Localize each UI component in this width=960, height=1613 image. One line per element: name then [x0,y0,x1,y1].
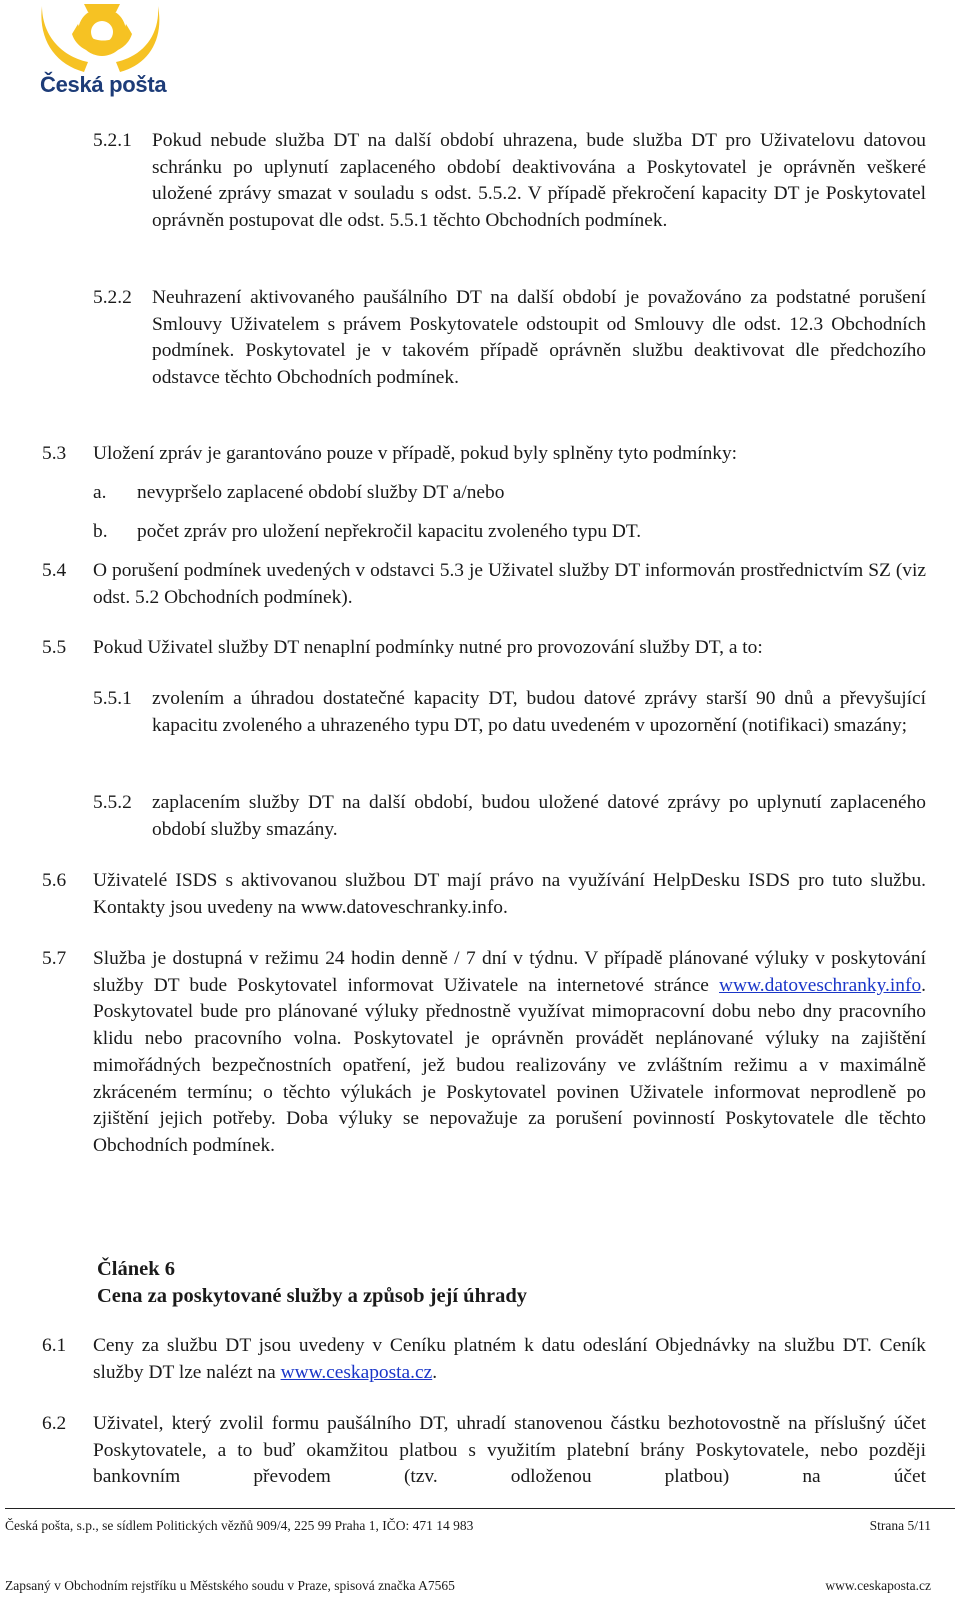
section-number: 6.1 [42,1335,67,1356]
ceskaposta-link[interactable]: www.ceskaposta.cz [280,1361,433,1383]
article-title: Článek 6 [97,1258,176,1280]
logo-wordmark: Česká pošta [40,72,167,97]
article-subtitle: Cena za poskytované služby a způsob její úhrady [97,1285,527,1307]
list-marker: a. [93,482,107,503]
section-number: 5.5.2 [93,792,132,813]
post-horn-icon [40,4,165,74]
text-run: . [432,1361,438,1383]
paragraph-5-3: Uložení zpráv je garantováno pouze v případě, pokud byly splněny tyto podmínky: [93,443,738,464]
paragraph-5-5-2: zaplacením služby DT na další období, budou uložené datové zprávy po uplynutí zaplaceného období služby smazány. [152,792,926,840]
section-number: 5.2.1 [93,130,132,151]
section-number: 5.2.2 [93,287,132,308]
paragraph-6-1 [93,1333,926,1386]
footer-page-number: Strana 5/11 [869,1518,931,1533]
paragraph-5-5: Pokud Uživatel služby DT nenaplní podmínky nutné pro provozování služby DT, a to: [93,637,763,658]
text-run: . Poskytovatel bude pro plánované výluky přednostně využívat mimopracovní dobu nebo dny pracovního klidu nebo pracovního volna. Poskytovatel je oprávněn provádět neplánované výluky na zajištění mimořádných bezpečnostních opatření, jež budou realizovány ve zvláštním režimu a v maximálně zkráceném termínu; o těchto výlukách je Poskytovatel povinen Uživatele informovat neprodleně po zjištění jejich potřeby. Doba výluky se nepovažuje za porušení povinností Poskytovatele dle těchto Obchodních podmínek. [93,974,926,1156]
paragraph-5-2-2: Neuhrazení aktivovaného paušálního DT na další období je považováno za podstatné porušení Smlouvy Uživatelem s právem Poskytovatele odstoupit od Smlouvy dle odst. 12.3 Obchodních podmínek. Poskytovatel je v takovém případě oprávněn službu deaktivovat dle předchozího odstavce těchto Obchodních podmínek. [152,287,926,389]
list-marker: b. [93,521,108,542]
paragraph-5-5-1: zvolením a úhradou dostatečné kapacity DT, budou datové zprávy starší 90 dnů a převyšující kapacitu zvoleného a uhrazeného typu DT, po datu uvedeném v upozornění (notifikaci) smazány; [152,688,926,736]
paragraph-5-7 [93,946,926,1160]
section-number: 5.3 [42,443,67,464]
section-number: 5.5 [42,637,67,658]
section-number: 5.5.1 [93,688,132,709]
footer-registry: Zapsaný v Obchodním rejstříku u Městského soudu v Praze, spisová značka A7565 [5,1578,455,1593]
ceska-posta-logo [40,4,165,96]
paragraph-5-4: O porušení podmínek uvedených v odstavci 5.3 je Uživatel služby DT informován prostřednictvím SZ (viz odst. 5.2 Obchodních podmínek). [93,560,926,608]
section-number: 5.6 [42,870,67,891]
paragraph-5-6: Uživatelé ISDS s aktivovanou službou DT mají právo na využívání HelpDesku ISDS pro tuto službu. Kontakty jsou uvedeny na www.datoveschranky.info. [93,870,926,918]
section-number: 5.4 [42,560,67,581]
paragraph-5-2-1: Pokud nebude služba DT na další období uhrazena, bude služba DT pro Uživatelovu datovou schránku po uplynutí zaplaceného období deaktivována a Poskytovatel je oprávněn veškeré uložené zprávy smazat v souladu s odst. 5.5.2. V případě překročení kapacity DT je Poskytovatel oprávněn postupovat dle odst. 5.5.1 těchto Obchodních podmínek. [152,130,926,232]
footer-company: Česká pošta, s.p., se sídlem Politických vězňů 909/4, 225 99 Praha 1, IČO: 471 14 983 [5,1518,474,1533]
footer-divider [5,1508,955,1509]
section-number: 5.7 [42,948,67,969]
section-number: 6.2 [42,1413,67,1434]
paragraph-6-2: Uživatel, který zvolil formu paušálního DT, uhradí stanovenou částku bezhotovostně na příslušný účet Poskytovatele, a to buď okamžitou platbou s využitím platební brány Poskytovatele, nebo později bankovním převodem (tzv. odloženou platbou) na účet [93,1413,926,1488]
footer-website: www.ceskaposta.cz [825,1578,931,1593]
text-run: Služba je dostupná v režimu 24 hodin denně / 7 dní v týdnu. V případě plánované výluky v poskytování služby DT bude Poskytovatel informovat Uživatele na internetové stránce [93,948,926,996]
datoveschranky-link[interactable]: www.datoveschranky.info [719,974,922,996]
list-item-a: nevypršelo zaplacené období služby DT a/nebo [137,482,505,503]
list-item-b: počet zpráv pro uložení nepřekročil kapacitu zvoleného typu DT. [137,521,642,542]
text-run: Ceny za službu DT jsou uvedeny v Ceníku platném k datu odeslání Objednávky na službu DT. Ceník služby DT lze nalézt na [93,1335,926,1383]
